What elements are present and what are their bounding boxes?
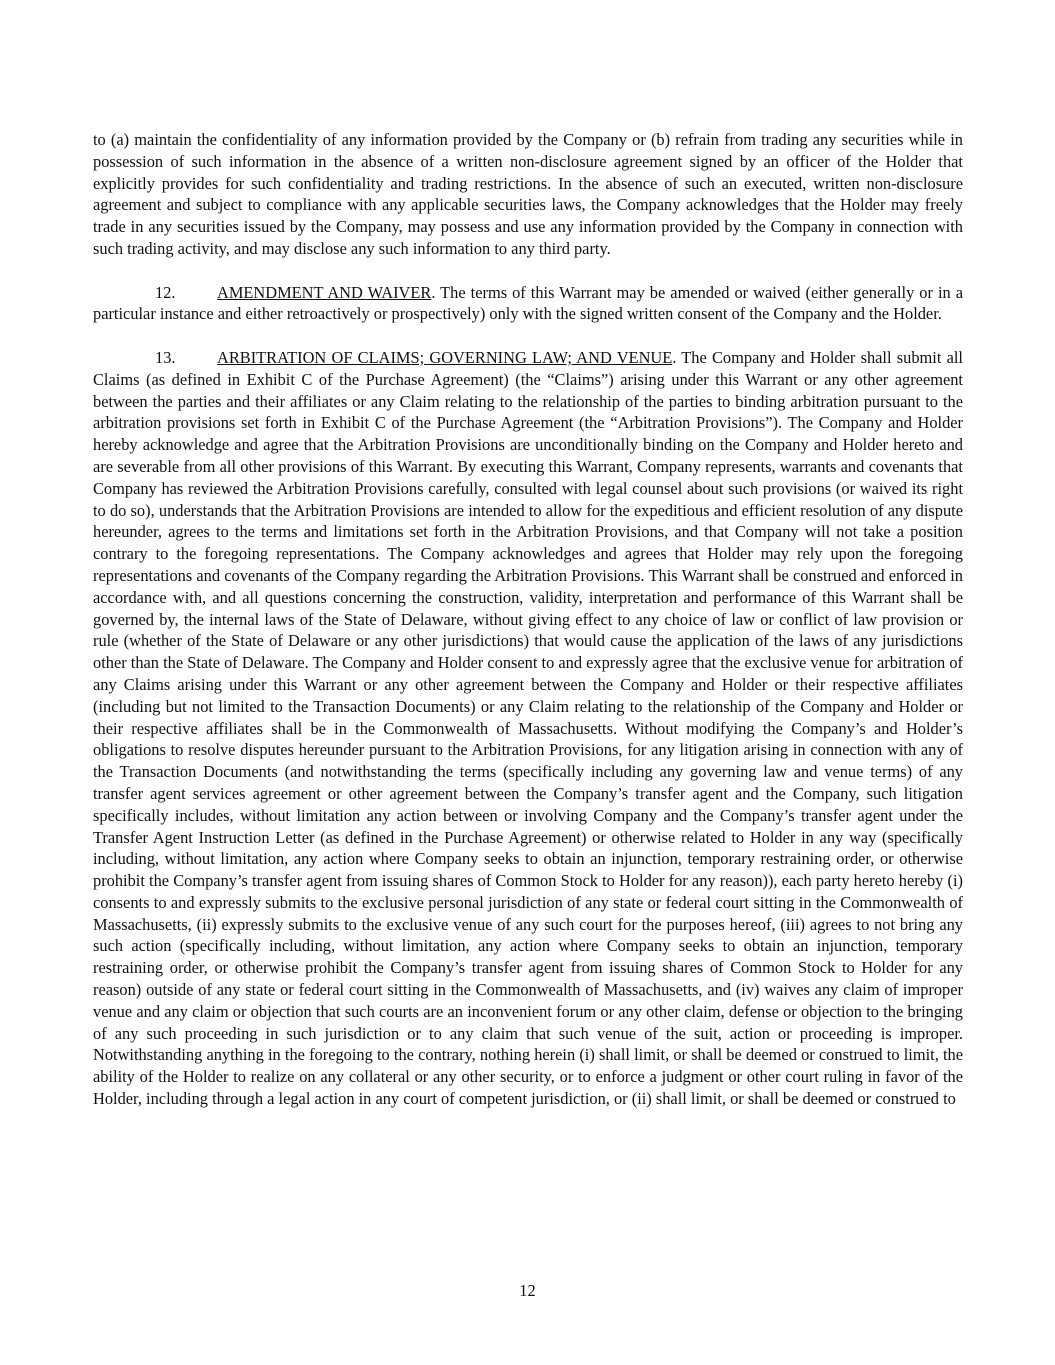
paragraph-continuation: [93, 129, 963, 260]
paragraph-text: to (a) maintain the confidentiality of any information provided by the Company or (b) refrain from trading any securities while in possession of such information in the absence of a written non-disclosure agreement signed by an officer of the Holder that explicitly provides for such confidentiality and trading restrictions. In the absence of such an executed, written non-disclosure agreement and subject to compliance with any applicable securities laws, the Company acknowledges that the Holder may freely trade in any securities issued by the Company, may possess and use any information provided by the Company in connection with such trading activity, and may disclose any such information to any third party.: [93, 130, 963, 258]
paragraph-text: . The terms of this Warrant may be amended or waived (either generally or in a particular instance and either retroactively or prospectively) only with the signed written consent of the Company and the Holder.: [93, 282, 964, 324]
section-number: 12.: [155, 282, 176, 302]
section-13-arbitration: [93, 347, 963, 1110]
page-number: 12: [519, 1281, 536, 1300]
section-heading: AMENDMENT AND WAIVER: [217, 282, 432, 302]
paragraph-text: . The Company and Holder shall submit all Claims (as defined in Exhibit C of the Purchase Agreement) (the “Claims”) arising under this Warrant or any other agreement between the parties and their affiliates or any Claim relating to the relationship of the parties to binding arbitration pursuant to the arbitration provisions set forth in Exhibit C of the Purchase Agreement (the “Arbitration Provisions”). The Company and Holder hereby acknowledge and agree that the Arbitration Provisions are unconditionally binding on the Company and Holder hereto and are severable from all other provisions of this Warrant. By executing this Warrant, Company represents, warrants and covenants that Company has reviewed the Arbitration Provisions carefully, consulted with legal counsel about such provisions (or waived its right to do so), understands that the Arbitration Provisions are intended to allow for the expeditious and efficient resolution of any dispute hereunder, agrees to the terms and limitations set forth in the Arbitration Provisions, and that Company will not take a position contrary to the foregoing representations. The Company acknowledges and agrees that Holder may rely upon the foregoing representations and covenants of the Company regarding the Arbitration Provisions. This Warrant shall be construed and enforced in accordance with, and all questions concerning the construction, validity, interpretation and performance of this Warrant shall be governed by, the internal laws of the State of Delaware, without giving effect to any choice of law or conflict of law provision or rule (whether of the State of Delaware or any other jurisdictions) that would cause the application of the laws of any jurisdictions other than the State of Delaware. The Company and Holder consent to and expressly agree that the exclusive venue for arbitration of any Claims arising under this Warrant or any other agreement between the Company and Holder or their respective affiliates (including but not limited to the Transaction Documents) or any Claim relating to the relationship of the Company and Holder or their respective affiliates shall be in the Commonwealth of Massachusetts. Without modifying the Company’s and Holder’s obligations to resolve disputes hereunder pursuant to the Arbitration Provisions, for any litigation arising in connection with any of the Transaction Documents (and notwithstanding the terms (specifically including any governing law and venue terms) of any transfer agent services agreement or other agreement between the Company’s transfer agent and the Company, such litigation specifically includes, without limitation any action between or involving Company and the Company’s transfer agent under the Transfer Agent Instruction Letter (as defined in the Purchase Agreement) or otherwise related to Holder in any way (specifically including, without limitation, any action where Company seeks to obtain an injunction, temporary restraining order, or otherwise prohibit the Company’s transfer agent from issuing shares of Common Stock to Holder for any reason)), each party hereto hereby (i) consents to and expressly submits to the exclusive personal jurisdiction of any state or federal court sitting in the Commonwealth of Massachusetts, (ii) expressly submits to the exclusive venue of any such court for the purposes hereof, (iii) agrees to not bring any such action (specifically including, without limitation, any action where Company seeks to obtain an injunction, temporary restraining order, or otherwise prohibit the Company’s transfer agent from issuing shares of Common Stock to Holder for any reason) outside of any state or federal court sitting in the Commonwealth of Massachusetts, and (iv) waives any claim of improper venue and any claim or objection that such courts are an inconvenient forum or any other claim, defense or objection to the bringing of any such proceeding in such jurisdiction or to any claim that such venue of the suit, action or proceeding is improper. Notwithstanding anything in the foregoing to the contrary, nothing herein (i) shall limit, or shall be deemed or construed to limit, the ability of the Holder to realize on any collateral or any other security, or to enforce a judgment or other court ruling in favor of the Holder, including through a legal action in any court of competent jurisdiction, or (ii) shall limit, or shall be deemed or construed to: [93, 347, 963, 1109]
section-12-amendment-and-waiver: [93, 282, 963, 326]
section-number: 13.: [155, 347, 176, 367]
document-body: [93, 129, 963, 1110]
section-heading: ARBITRATION OF CLAIMS; GOVERNING LAW; AND VENUE: [217, 347, 673, 367]
